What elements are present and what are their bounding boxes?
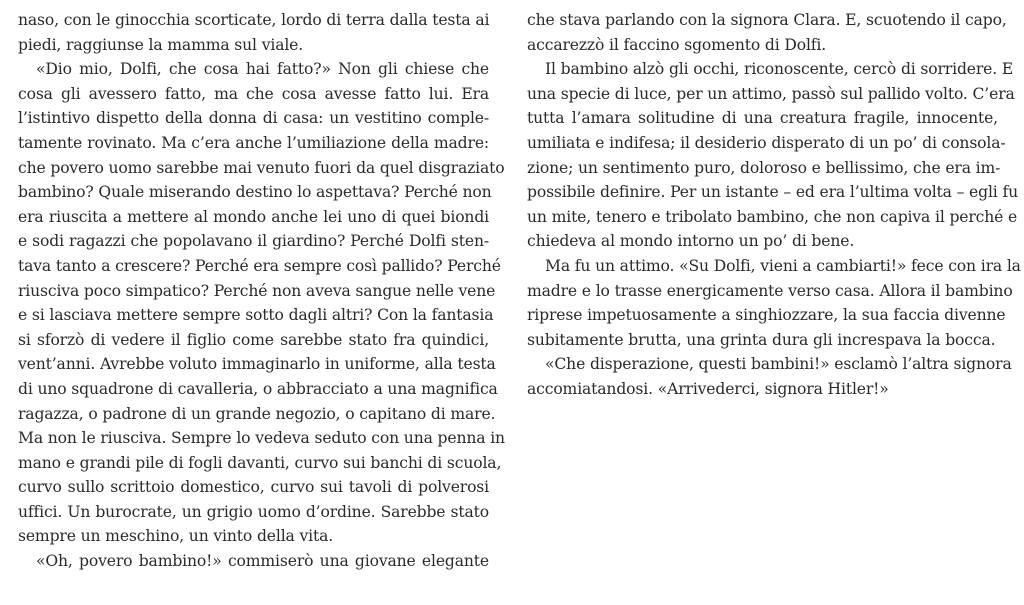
text-line: un mite, tenero e tribolato bambino, che non capiva il perché e (527, 207, 1018, 226)
text-line: sempre un meschino, un vinto della vita. (18, 527, 334, 546)
text-line: Ma non le riusciva. Sempre lo vedeva seduto con una penna in (18, 429, 505, 448)
text-line: Ma fu un attimo. «Su Dolfi, vieni a cambiarti!» fece con ira la (545, 256, 1021, 275)
text-line: si sforzò di vedere il figlio come sarebbe stato fra quindici, (18, 330, 489, 349)
paragraph (527, 352, 1012, 401)
text-line: madre e lo trasse energicamente verso casa. Allora il bambino (527, 281, 1013, 300)
text-line: l’istintivo dispetto della donna di casa: un vestitino comple- (18, 109, 489, 128)
text-line: chiedeva al mondo intorno un po’ di bene. (527, 232, 855, 251)
text-line: e si lasciava mettere sempre sotto dagli altri? Con la fantasia (18, 306, 494, 325)
text-line: che stava parlando con la signora Clara. E, scuotendo il capo, (527, 11, 1007, 29)
text-column-left (18, 8, 505, 574)
paragraph (527, 57, 1018, 254)
text-line: ragazza, o padrone di un grande negozio, o capitano di mare. (18, 404, 496, 423)
text-line: curvo sullo scrittoio domestico, curvo sui tavoli di polverosi (18, 478, 489, 497)
text-line: accarezzò il faccino sgomento di Dolfi. (527, 35, 827, 54)
text-line: che povero uomo sarebbe mai venuto fuori da quel disgraziato (18, 158, 505, 177)
text-line: vent’anni. Avrebbe voluto immaginarlo in uniforme, alla testa (18, 355, 496, 374)
text-line: cosa gli avessero fatto, ma che cosa avesse fatto lui. Era (18, 84, 489, 103)
text-line: era riuscita a mettere al mondo anche lei uno di quei biondi (18, 207, 489, 226)
text-line: piedi, raggiunse la mamma sul viale. (18, 35, 304, 54)
text-line: «Oh, povero bambino!» commiserò una giovane elegante (36, 552, 489, 571)
text-line: umiliata e indifesa; il desiderio disperato di un po’ di consola- (527, 133, 1006, 152)
text-line: uffici. Un burocrate, un grigio uomo d’ordine. Sarebbe stato (18, 502, 489, 521)
text-line: possibile definire. Per un istante – ed era l’ultima volta – egli fu (527, 183, 1018, 202)
text-line: zione; un sentimento puro, doloroso e bellissimo, che era im- (527, 158, 1001, 177)
paragraph (527, 8, 1007, 57)
text-line: tutta l’amara solitudine di una creatura fragile, innocente, (527, 109, 998, 128)
paragraph (18, 549, 489, 574)
text-line: riprese impetuosamente a singhiozzare, la sua faccia divenne (527, 306, 1006, 325)
text-line: tamente rovinato. Ma c’era anche l’umiliazione della madre: (18, 133, 489, 152)
text-line: «Che disperazione, questi bambini!» esclamò l’altra signora (545, 355, 1012, 374)
paragraph (18, 8, 489, 57)
text-line: una specie di luce, per un attimo, passò sul pallido volto. C’era (527, 84, 1015, 103)
text-line: subitamente brutta, una grinta dura gli increspava la bocca. (527, 330, 996, 349)
text-column-right (527, 8, 1021, 402)
text-line: bambino? Quale miserando destino lo aspettava? Perché non (18, 183, 492, 202)
text-line: di uno squadrone di cavalleria, o abbracciato a una magnifica (18, 379, 498, 398)
text-line: mano e grandi pile di fogli davanti, curvo sui banchi di scuola, (18, 453, 502, 472)
text-line: riusciva poco simpatico? Perché non aveva sangue nelle vene (18, 281, 496, 300)
paragraph (527, 254, 1021, 352)
text-line: e sodi ragazzi che popolavano il giardino? Perché Dolfi sten- (18, 232, 489, 251)
paragraph (18, 57, 505, 549)
text-line: «Dio mio, Dolfi, che cosa hai fatto?» Non gli chiese che (36, 60, 489, 79)
text-line: tava tanto a crescere? Perché era sempre così pallido? Perché (18, 256, 501, 275)
text-line: Il bambino alzò gli occhi, riconoscente, cercò di sorridere. E (545, 60, 1014, 79)
text-line: accomiatandosi. «Arrivederci, signora Hitler!» (527, 379, 889, 398)
text-line: naso, con le ginocchia scorticate, lordo di terra dalla testa ai (18, 11, 490, 29)
